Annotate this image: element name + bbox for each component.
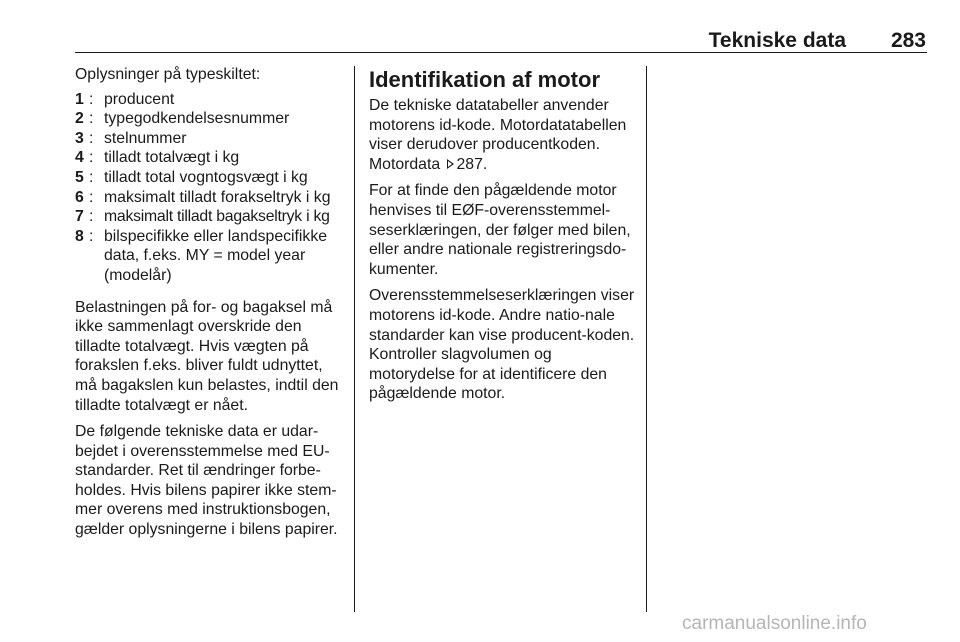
list-item-text: tilladt total vogntogsvægt i kg	[104, 168, 308, 186]
column-divider-left	[354, 66, 355, 612]
list-item: 4 : tilladt totalvægt i kg	[75, 148, 343, 168]
typeplate-list	[75, 90, 343, 286]
list-item: 1 : producent	[75, 90, 343, 110]
left-column	[75, 65, 343, 547]
page-number: 283	[890, 29, 926, 52]
list-item-number: 4	[75, 149, 84, 167]
middle-column	[369, 66, 637, 411]
list-item-number: 8	[75, 227, 84, 245]
header-divider	[75, 52, 927, 53]
list-item: 5 : tilladt total vogntogsvægt i kg	[75, 168, 343, 188]
engine-id-text: De tekniske datatabeller anvender motorens id-kode. Motordatatabellen viser derudover producentkoden. Motordata	[369, 97, 627, 173]
axle-load-paragraph: Belastningen på for- og bagaksel må ikke sammenlagt overskride den tilladte totalvægt. Hvis vægten på forakslen f.eks. bliver fuldt udnyttet, må bagakslen kun belastes, indtil den tilladte totalvægt er nået.	[75, 298, 339, 414]
list-item: 3 : stelnummer	[75, 129, 343, 149]
list-item-text: tilladt totalvægt i kg	[104, 149, 240, 167]
page-reference-arrow-icon	[447, 159, 454, 169]
list-item: 6 : maksimalt tilladt forakseltryk i kg	[75, 188, 343, 208]
list-item-text: bilspecifikke eller landspecifikke data, f.eks. MY = model year (modelår)	[104, 227, 328, 284]
typeplate-intro: Oplysninger på typeskiltet:	[75, 66, 261, 83]
column-divider-right	[646, 66, 647, 612]
list-item-number: 6	[75, 188, 84, 206]
list-item: 2 : typegodkendelsesnummer	[75, 109, 343, 129]
engine-id-paragraph	[369, 96, 637, 174]
list-item-number: 7	[75, 208, 84, 226]
conformity-paragraph: Overensstemmelseserklæringen viser motorens id-kode. Andre natio-nale standarder kan vise producent-koden. Kontroller slagvolumen og motorydelse for at identificere den pågældende motor.	[369, 287, 635, 403]
section-heading: Identifikation af motor	[369, 67, 600, 92]
watermark: carmanualsonline.info	[682, 613, 867, 634]
page-reference-link[interactable]: 287.	[456, 155, 488, 173]
list-item: 8 : bilspecifikke eller landspecifikke data, f.eks. MY = model year (modelår)	[75, 227, 328, 284]
list-item-number: 2	[75, 110, 84, 128]
list-item-number: 1	[75, 90, 84, 108]
list-item-number: 3	[75, 129, 84, 147]
list-item-text: maksimalt tilladt forakseltryk i kg	[104, 188, 331, 206]
list-item-number: 5	[75, 168, 84, 186]
list-item-text: stelnummer	[104, 129, 187, 147]
page-title: Tekniske data	[708, 29, 846, 52]
list-item: 7 : maksimalt tilladt bagakseltryk i kg	[75, 207, 343, 227]
list-item-text: producent	[104, 90, 175, 108]
list-item-text: maksimalt tilladt bagakseltryk i kg	[104, 208, 330, 226]
eu-standards-paragraph: De følgende tekniske data er udar-bejdet i overensstemmelse med EU-standarder. Ret til ændringer forbe-holdes. Hvis bilens papirer ikke stem-mer overens med instruktionsbogen, gælder oplysningerne i bilens papirer.	[75, 423, 338, 539]
find-engine-paragraph: For at finde den pågældende motor henvises til EØF-overensstemmel-seserklæringen, der følger med bilen, eller andre nationale registreringsdo-kumenter.	[369, 182, 631, 278]
list-item-text: typegodkendelsesnummer	[104, 110, 290, 128]
